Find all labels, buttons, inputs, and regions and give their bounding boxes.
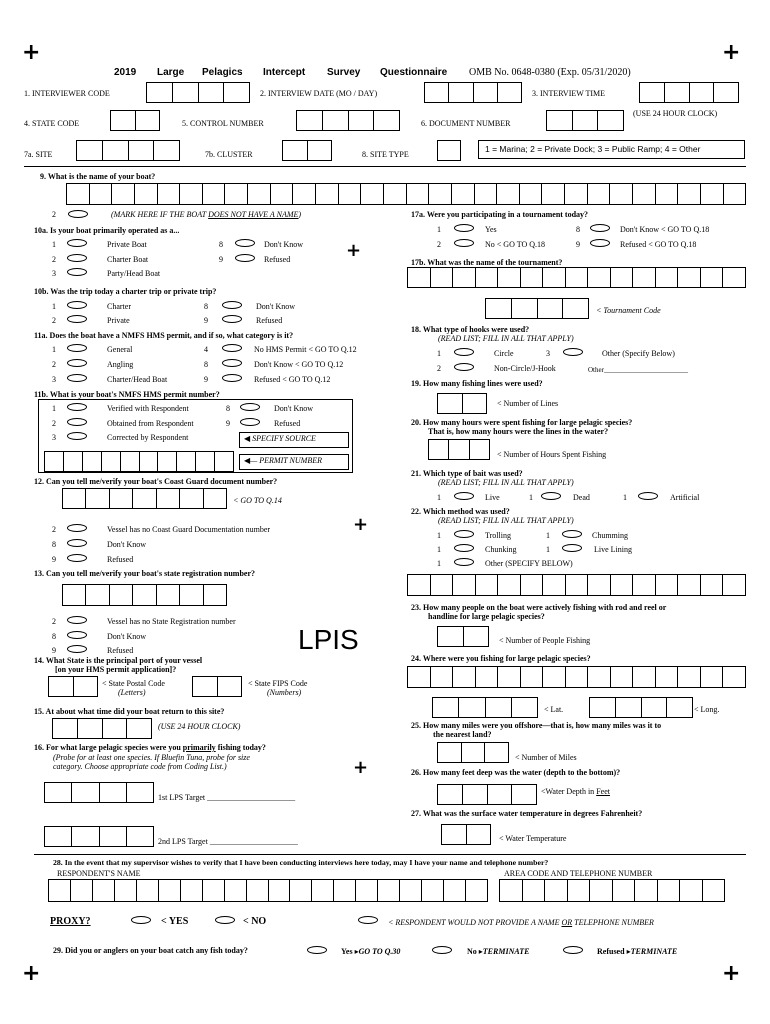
radio-bubble[interactable] [222,301,242,309]
q23-label-2: handline for large pelagic species? [428,612,545,621]
q16-instruction: category. Choose appropriate code from Coding List.) [53,762,227,771]
radio-bubble[interactable] [67,631,87,639]
triangle-right-icon: ▸ [478,947,483,956]
option-number: 2 [52,525,56,534]
option-label: Refused [256,316,283,325]
q16-instruction: (Probe for at least one species. If Bluefin Tuna, probe for size [53,753,250,762]
q16-label: 16. For what large pelagic species were you primarily fishing today? [34,743,266,752]
refuse-label: < RESPONDENT WOULD NOT PROVIDE A NAME OR TELEPHONE NUMBER [388,918,654,927]
permit-number-box [239,454,349,470]
title-word: Intercept [263,67,306,78]
option-label: Refused < GO TO Q.12 [254,375,331,384]
hours-fishing-input[interactable] [428,439,490,460]
option-label: Live Lining [594,545,632,554]
phone-number-input[interactable] [499,879,725,902]
radio-bubble[interactable] [67,432,87,440]
postal-sub: (Letters) [118,688,146,697]
option-label: Yes [485,225,497,234]
divider [34,854,746,855]
q22-label: 22. Which method was used? [411,507,510,516]
proxy-yes-bubble[interactable] [131,916,151,924]
q29-yes-bubble[interactable] [307,946,327,954]
option-number: 9 [219,255,223,264]
q4-label: 4. STATE CODE [24,119,80,128]
option-number: 1 [437,493,441,502]
radio-bubble[interactable] [67,268,87,276]
boat-name-input[interactable] [66,183,746,205]
checkbox-bubble[interactable] [454,558,474,566]
title-year: 2019 [114,67,137,78]
control-number-input[interactable] [296,110,400,131]
option-label: Refused [107,555,134,564]
option-label: Non-Circle/J-Hook [494,364,556,373]
permit-number-input[interactable] [44,451,234,472]
option-label: Other (SPECIFY BELOW) [485,559,573,568]
q9-label: 9. What is the name of your boat? [40,172,156,181]
option-number: 1 [437,545,441,554]
option-number: 9 [52,646,56,655]
option-label: Refused [264,255,291,264]
checkbox-bubble[interactable] [638,492,658,500]
option-label: Private [107,316,130,325]
option-label: No < GO TO Q.18 [485,240,545,249]
radio-bubble[interactable] [240,403,260,411]
radio-bubble[interactable] [67,344,87,352]
option-number: 9 [204,316,208,325]
q10b-label: 10b. Was the trip today a charter trip or private trip? [34,287,217,296]
q3-label: 3. INTERVIEW TIME [532,89,606,98]
title-word: Pelagics [202,67,243,78]
q25-label-2: the nearest land? [433,730,492,739]
cluster-input[interactable] [282,140,332,161]
state-registration-input[interactable] [62,584,227,606]
option-label: Refused [107,646,134,655]
lps-target-1-label: 1st LPS Target ______________________ [158,793,296,802]
q26-label: 26. How many feet deep was the water (depth to the bottom)? [411,768,621,777]
water-temperature-input[interactable] [441,824,491,845]
triangle-right-icon: ▸ [354,947,359,956]
q18-instruction: (READ LIST; FILL IN ALL THAT APPLY) [438,334,574,343]
specify-source-label: SPECIFY SOURCE [252,434,316,443]
state-fips-input[interactable] [192,676,242,697]
longitude-label: < Long. [694,705,720,714]
option-number: 1 [437,349,441,358]
option-label: Don't Know < GO TO Q.12 [254,360,344,369]
option-label: Party/Head Boat [107,269,161,278]
option-number: 1 [52,240,56,249]
q3-note: (USE 24 HOUR CLOCK) [633,109,718,118]
proxy-label: PROXY? [50,916,91,927]
q22-instruction: (READ LIST; FILL IN ALL THAT APPLY) [438,516,574,525]
q17a-label: 17a. Were you participating in a tournament today? [411,210,589,219]
q13-label: 13. Can you tell me/verify your boat's state registration number? [34,569,256,578]
option-number: 3 [546,349,550,358]
radio-bubble[interactable] [67,403,87,411]
site-type-legend: 1 = Marina; 2 = Private Dock; 3 = Public Ramp; 4 = Other [478,140,745,159]
option-number: 1 [546,531,550,540]
q9-option: (MARK HERE IF THE BOAT DOES NOT HAVE A NAME) [111,210,302,219]
option-label: Vessel has no Coast Guard Documentation number [107,525,271,534]
option-number: 1 [437,559,441,568]
q19-label: 19. How many fishing lines were used? [411,379,543,388]
option-label: Refused [274,419,301,428]
site-input[interactable] [76,140,180,161]
registration-mark: + [722,40,741,65]
q18-label: 18. What type of hooks were used? [411,325,530,334]
respondent-name-input[interactable] [48,879,488,902]
option-label: Trolling [485,531,511,540]
option-number: 1 [52,302,56,311]
option-number: 8 [52,632,56,641]
lps-target-2-input[interactable] [44,826,154,847]
radio-bubble[interactable] [590,239,610,247]
arrow-left-icon: ◀ [244,434,251,443]
option-number: 1 [546,545,550,554]
fishing-location-input[interactable] [407,666,746,688]
state-postal-input[interactable] [48,676,98,697]
arrow-left-icon: ◀— [244,456,258,465]
option-label: Corrected by Respondent [107,433,189,442]
option-label: Charter/Head Boat [107,375,168,384]
option-number: 1 [437,531,441,540]
option-number: 1 [437,225,441,234]
specify-source-box [239,432,349,448]
radio-bubble[interactable] [590,224,610,232]
q20-label-2: That is, how many hours were the lines in the water? [428,427,609,436]
option-label: Don't Know [274,404,313,413]
triangle-right-icon: ▸ [626,947,631,956]
radio-bubble[interactable] [67,301,87,309]
radio-bubble[interactable] [67,539,87,547]
option-number: 2 [52,360,56,369]
option-number: 2 [52,617,56,626]
interview-date-input[interactable] [424,82,522,103]
option-label: Refused < GO TO Q.18 [620,240,697,249]
people-fishing-input[interactable] [437,626,489,647]
option-label: Don't Know [264,240,303,249]
checkbox-bubble[interactable] [454,492,474,500]
option-label: Live [485,493,500,502]
option-label: Don't Know < GO TO Q.18 [620,225,710,234]
option-label: Verified with Respondent [107,404,189,413]
other-method-input[interactable] [407,574,746,596]
fips-label: < State FIPS Code [248,679,308,688]
title-word: Survey [327,67,361,78]
q17b-label: 17b. What was the name of the tournament? [411,258,563,267]
q29-refused: Refused ▸TERMINATE [597,947,678,956]
option-label: Private Boat [107,240,147,249]
option-label: Chumming [592,531,629,540]
registration-mark: + [353,514,369,535]
q19-note: < Number of Lines [497,399,559,408]
proxy-yes-label: < YES [161,916,189,927]
option-number: 9 [204,375,208,384]
radio-bubble[interactable] [235,254,255,262]
radio-bubble[interactable] [454,224,474,232]
option-label: General [107,345,133,354]
q11b-label: 11b. What is your boat's NMFS HMS permit number? [34,390,220,399]
option-label: Obtained from Respondent [107,419,194,428]
radio-bubble[interactable] [67,254,87,262]
q8-label: 8. SITE TYPE [362,150,409,159]
interview-time-input[interactable] [639,82,739,103]
option-label: Angling [107,360,134,369]
option-number: 4 [204,345,208,354]
checkbox-bubble[interactable] [562,530,582,538]
refuse-bubble[interactable] [358,916,378,924]
option-number: 1 [623,493,627,502]
coast-guard-number-input[interactable] [62,488,227,509]
miles-offshore-input[interactable] [437,742,509,763]
option-label: Artificial [670,493,700,502]
option-number: 3 [52,269,56,278]
option-number: 9 [576,240,580,249]
q27-label: 27. What was the surface water temperature in degrees Fahrenheit? [411,809,643,818]
checkbox-bubble[interactable] [454,544,474,552]
q2-label: 2. INTERVIEW DATE (MO / DAY) [260,89,378,98]
tournament-code-label: < Tournament Code [596,306,661,315]
option-label: Circle [494,349,514,358]
fishing-lines-input[interactable] [437,393,487,414]
other-specify-field[interactable]: Other________________________ [588,366,688,374]
radio-bubble[interactable] [235,239,255,247]
registration-mark: + [346,240,362,261]
q5-label: 5. CONTROL NUMBER [182,119,264,128]
option-number: 9 [52,555,56,564]
option-number: 3 [52,433,56,442]
q7a-label: 7a. SITE [24,150,53,159]
latitude-input[interactable] [432,697,538,718]
document-number-input[interactable] [546,110,624,131]
divider [24,166,746,167]
q28-label: 28. In the event that my supervisor wishes to verify that I have been conducting interviews here today, may I have your name and telephone number? [53,858,549,867]
proxy-no-label: < NO [243,916,267,927]
option-number: 2 [52,419,56,428]
q14-label: 14. What State is the principal port of your vessel [34,656,203,665]
q29-label: 29. Did you or anglers on your boat catch any fish today? [53,946,248,955]
water-depth-input[interactable] [437,784,537,805]
proxy-no-bubble[interactable] [215,916,235,924]
q6-label: 6. DOCUMENT NUMBER [421,119,511,128]
registration-mark: + [353,757,369,778]
radio-bubble[interactable] [67,374,87,382]
option-number: 8 [204,360,208,369]
q11a-label: 11a. Does the boat have a NMFS HMS permit, and if so, what category is it? [34,331,294,340]
postal-label: < State Postal Code [102,679,165,688]
checkbox-bubble[interactable] [541,492,561,500]
radio-bubble[interactable] [68,210,88,218]
title-word: Questionnaire [380,67,448,78]
site-type-input[interactable] [437,140,461,161]
option-label: Other (Specify Below) [602,349,675,358]
tournament-code-input[interactable] [485,298,589,319]
option-number: 3 [52,375,56,384]
phone-label: AREA CODE AND TELEPHONE NUMBER [504,869,653,878]
radio-bubble[interactable] [222,359,242,367]
radio-bubble[interactable] [67,359,87,367]
option-number: 2 [52,255,56,264]
registration-mark: + [22,40,41,65]
q24-label: 24. Where were you fishing for large pelagic species? [411,654,591,663]
q27-note: < Water Temperature [499,834,567,843]
option-number: 8 [52,540,56,549]
option-number: 8 [219,240,223,249]
radio-bubble[interactable] [222,315,242,323]
option-label: Don't Know [107,632,146,641]
option-number: 1 [52,345,56,354]
option-number: 8 [204,302,208,311]
latitude-label: < Lat. [544,705,564,714]
radio-bubble[interactable] [240,418,260,426]
registration-mark: + [722,961,741,986]
omb-number: OMB No. 0648-0380 (Exp. 05/31/2020) [469,67,631,78]
q20-note: < Number of Hours Spent Fishing [497,450,607,459]
option-label: Don't Know [107,540,146,549]
radio-bubble[interactable] [67,418,87,426]
checkbox-bubble[interactable] [454,348,474,356]
option-label: Don't Know [256,302,295,311]
checkbox-bubble[interactable] [454,530,474,538]
q12-label: 12. Can you tell me/verify your boat's Coast Guard document number? [34,477,278,486]
radio-bubble[interactable] [67,315,87,323]
option-number: 2 [52,316,56,325]
radio-bubble[interactable] [222,344,242,352]
option-label: Charter Boat [107,255,149,264]
option-label: Dead [573,493,590,502]
longitude-input[interactable] [589,697,693,718]
q15-note: (USE 24 HOUR CLOCK) [158,722,241,731]
interviewer-code-input[interactable] [146,82,250,103]
q25-label: 25. How many miles were you offshore—that is, how many miles was it to [411,721,662,730]
state-code-input[interactable] [110,110,160,131]
q20-label: 20. How many hours were spent fishing for large pelagic species? [411,418,633,427]
goto-note: < GO TO Q.14 [233,496,282,505]
fips-sub: (Numbers) [267,688,302,697]
option-number: 1 [529,493,533,502]
option-label: No HMS Permit < GO TO Q.12 [254,345,357,354]
option-label: Chunking [485,545,517,554]
radio-bubble[interactable] [67,616,87,624]
option-number: 2 [437,240,441,249]
checkbox-bubble[interactable] [562,544,582,552]
option-number: 2 [52,210,56,219]
option-label: Charter [107,302,131,311]
q25-note: < Number of Miles [515,753,577,762]
q29-no-bubble[interactable] [432,946,452,954]
q26-note: <Water Depth in Feet [541,787,610,796]
respondent-name-label: RESPONDENT'S NAME [57,869,141,878]
option-number: 1 [52,404,56,413]
option-label: Vessel has no State Registration number [107,617,236,626]
checkbox-bubble[interactable] [563,348,583,356]
registration-mark: + [22,961,41,986]
lpis-logo: LPIS [298,624,359,655]
checkbox-bubble[interactable] [454,363,474,371]
radio-bubble[interactable] [67,239,87,247]
radio-bubble[interactable] [67,645,87,653]
q14-label-2: [on your HMS permit application]? [55,665,177,674]
q7b-label: 7b. CLUSTER [205,150,253,159]
option-number: 9 [226,419,230,428]
q23-label: 23. How many people on the boat were actively fishing with rod and reel or [411,603,667,612]
lps-target-2-label: 2nd LPS Target ______________________ [158,837,298,846]
q29-refused-bubble[interactable] [563,946,583,954]
q29-no: No ▸TERMINATE [467,947,530,956]
tournament-name-input[interactable] [407,267,746,288]
q29-yes: Yes ▸GO TO Q.30 [341,947,401,956]
q21-instruction: (READ LIST; FILL IN ALL THAT APPLY) [438,478,574,487]
option-number: 8 [576,225,580,234]
option-number: 2 [437,364,441,373]
radio-bubble[interactable] [454,239,474,247]
radio-bubble[interactable] [222,374,242,382]
q15-label: 15. At about what time did your boat return to this site? [34,707,225,716]
radio-bubble[interactable] [67,524,87,532]
q23-note: < Number of People Fishing [499,636,591,645]
q21-label: 21. Which type of bait was used? [411,469,523,478]
permit-number-label: PERMIT NUMBER [259,456,322,465]
q10a-label: 10a. Is your boat primarily operated as a... [34,226,180,235]
radio-bubble[interactable] [67,554,87,562]
title-word: Large [157,67,185,78]
option-number: 8 [226,404,230,413]
return-time-input[interactable] [52,718,152,739]
q1-label: 1. INTERVIEWER CODE [24,89,110,98]
lps-target-1-input[interactable] [44,782,154,803]
